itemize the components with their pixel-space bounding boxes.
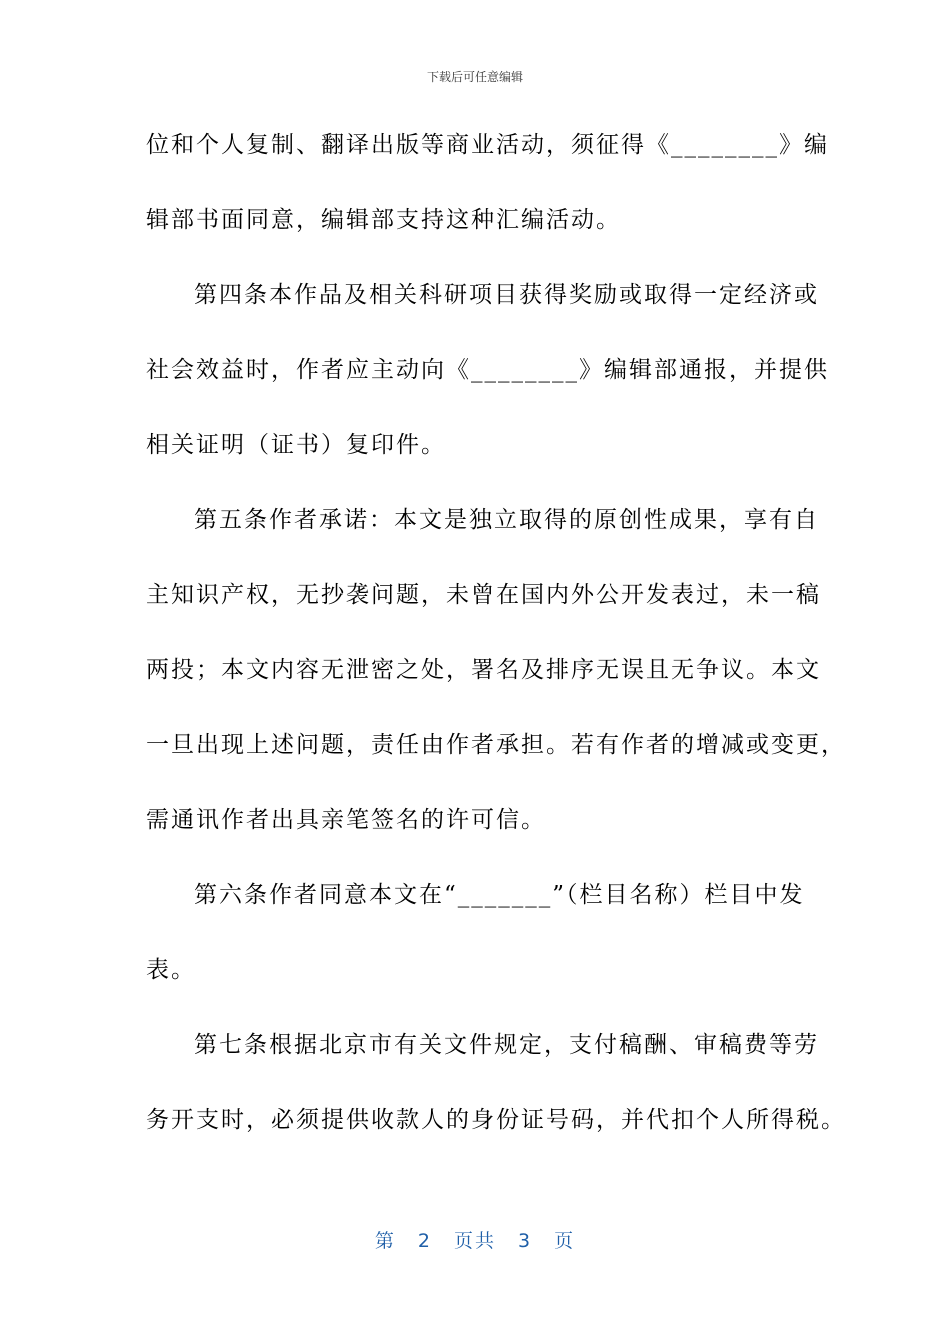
text-line: 表。 — [146, 957, 196, 983]
text-line: 第七条根据北京市有关文件规定，支付稿酬、审稿费等劳 — [194, 1032, 819, 1058]
text-line: 相关证明（证书）复印件。 — [146, 432, 446, 458]
text-line: 第四条本作品及相关科研项目获得奖励或取得一定经济或 — [194, 282, 819, 308]
text-line: 第五条作者承诺：本文是独立取得的原创性成果，享有自 — [194, 507, 819, 533]
page-footer: 第 2 页共 3 页 — [374, 1230, 576, 1252]
text-line: 社会效益时，作者应主动向《________》编辑部通报，并提供 — [146, 357, 829, 383]
text-line: 两投；本文内容无泄密之处，署名及排序无误且无争议。本文 — [146, 657, 821, 683]
text-line: 第六条作者同意本文在“_______”（栏目名称）栏目中发 — [194, 882, 805, 908]
text-line: 主知识产权，无抄袭问题，未曾在国内外公开发表过，未一稿 — [146, 582, 821, 608]
page-header: 下载后可任意编辑 — [426, 70, 523, 84]
text-line: 辑部书面同意，编辑部支持这种汇编活动。 — [146, 207, 621, 233]
text-line: 需通讯作者出具亲笔签名的许可信。 — [146, 807, 546, 833]
text-line: 一旦出现上述问题，责任由作者承担。若有作者的增减或变更， — [146, 732, 846, 758]
text-line: 务开支时，必须提供收款人的身份证号码，并代扣个人所得税。 — [146, 1107, 846, 1133]
text-line: 位和个人复制、翻译出版等商业活动，须征得《________》编 — [146, 132, 829, 158]
